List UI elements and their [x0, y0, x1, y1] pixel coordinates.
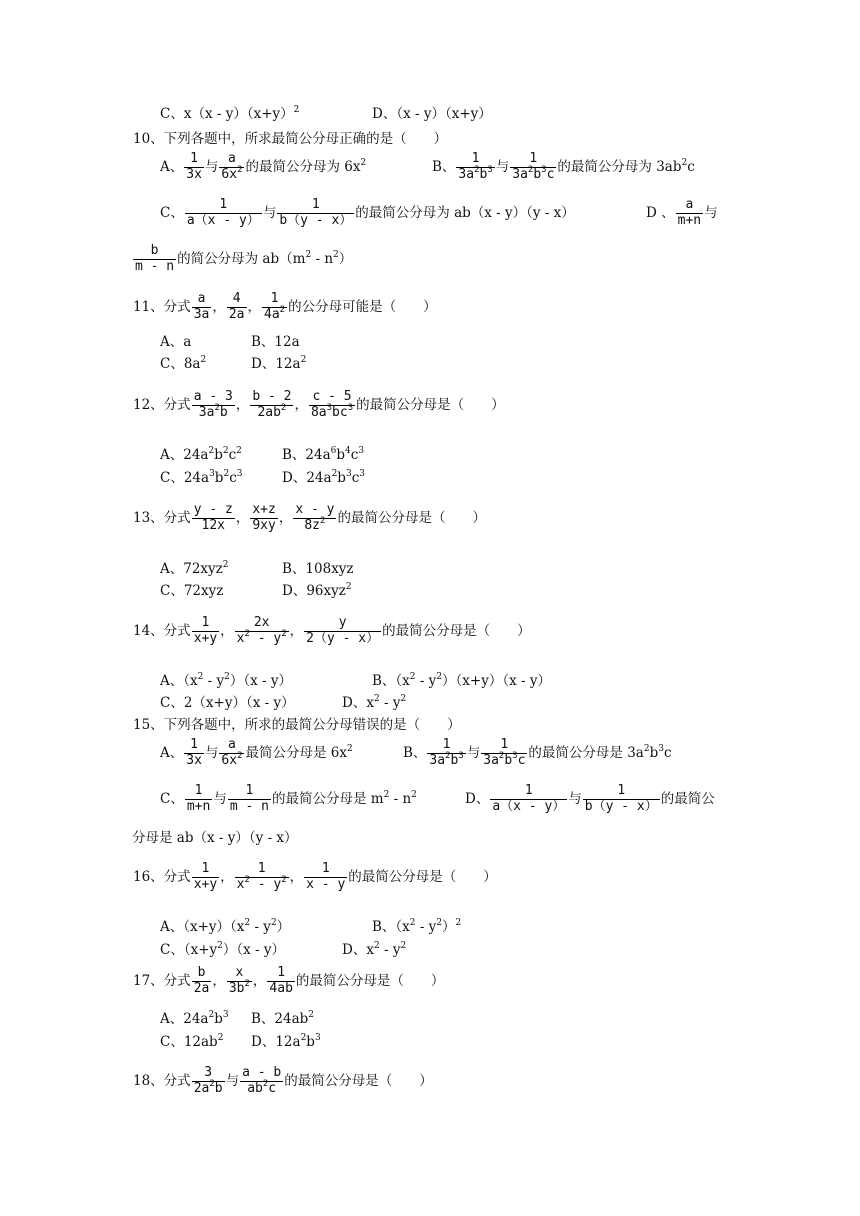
fraction: $\frac{1}{4a^2}$ — [264, 291, 286, 322]
fraction: $\frac{1}{m - n}$ — [229, 783, 269, 814]
fraction: $\frac{1}{3a^2b^3c}$ — [483, 737, 526, 768]
q13-option-c: C、72xyz — [160, 583, 224, 599]
q14-option-d: D、$x^2 - y^2$ — [342, 694, 407, 711]
fraction: $\frac{b}{m - n}$ — [135, 243, 175, 274]
q15-option-c: C、 $\frac{1}{m+n}$ 与 $\frac{1}{m - n}$ 的最简公分母是 $m^2 - n^2$ — [160, 783, 417, 814]
q10-title: 10、下列各题中，所求最简公分母正确的是（ ） — [133, 131, 448, 147]
q9-option-d: D、（x - y）（x+y） — [372, 106, 492, 122]
fraction: $\frac{a}{6x^2}$ — [221, 737, 243, 768]
q16-option-d: D、$x^2 - y^2$ — [342, 941, 407, 958]
q16-option-a: A、$(x+y)(x^2 - y^2)$ — [160, 918, 291, 935]
fraction: $\frac{x - y}{8z^2}$ — [295, 502, 335, 533]
q13-option-a: A、72xyz$^2$ — [160, 560, 229, 577]
q10-option-d: D 、 $\frac{a}{m+n}$ 与 — [646, 197, 718, 228]
fraction: $\frac{b}{2a}$ — [193, 965, 210, 996]
q18-stem: 18、分式 $\frac{3}{2a^2b}$ 与 $\frac{a - b}{ab^2c}$ 的最简公分母是（ ） — [133, 1065, 433, 1096]
q14-stem: 14、分式 $\frac{1}{x+y}$ ， $\frac{2x}{x^2 - y^2}$ ， $\frac{y}{2(y - x)}$ 的最简公分母是（ ） — [133, 615, 531, 646]
q12-option-b: B、$24a^6b^4c^3$ — [282, 446, 365, 463]
fraction: $\frac{1}{x+y}$ — [193, 615, 218, 646]
q17-option-d: D、$12a^2b^3$ — [251, 1033, 321, 1050]
fraction: $\frac{b - 2}{2ab^2}$ — [252, 389, 292, 420]
q15-option-d-cont: 分母是 ab（x - y）（y - x） — [132, 830, 298, 846]
q13-option-b: B、108xyz — [282, 561, 354, 577]
q11-stem: 11、分式 $\frac{a}{3a}$ ， $\frac{4}{2a}$ ， $\frac{1}{4a^2}$ 的公分母可能是（ ） — [133, 291, 437, 322]
fraction: $\frac{1}{b(y - x)}$ — [279, 197, 353, 228]
q17-option-c: C、$12ab^2$ — [160, 1033, 224, 1050]
fraction: $\frac{y}{2(y - x)}$ — [306, 615, 380, 646]
q10-option-b: B、 $\frac{1}{3a^2b^3}$ 与 $\frac{1}{3a^2b^3c}$ 的最简公分母为 $3ab^2c$ — [432, 151, 695, 182]
q15-title: 15、下列各题中，所求的最简公分母错误的是（ ） — [133, 717, 461, 733]
fraction: $\frac{y - z}{12x}$ — [193, 502, 233, 533]
q14-option-b: B、$(x^2 - y^2)(x+y)(x - y)$ — [372, 672, 551, 689]
fraction: $\frac{1}{x^2 - y^2}$ — [236, 861, 287, 892]
q15-option-d: D、 $\frac{1}{a(x - y)}$ 与 $\frac{1}{b(y - x)}$ 的最简公 — [465, 783, 715, 814]
fraction: $\frac{a - b}{ab^2c}$ — [242, 1065, 282, 1096]
q9-option-c: C、$x(x - y)(x+y)^2$ — [160, 105, 300, 122]
fraction: $\frac{1}{x+y}$ — [193, 861, 218, 892]
q17-option-b: B、$24ab^2$ — [251, 1010, 315, 1027]
fraction: $\frac{1}{b(y - x)}$ — [584, 783, 658, 814]
q17-option-a: A、$24a^2b^3$ — [160, 1010, 229, 1027]
q14-option-a: A、$(x^2 - y^2)(x - y)$ — [160, 672, 293, 689]
q11-option-d: D、$12a^2$ — [251, 355, 307, 372]
q12-option-d: D、$24a^2b^3c^3$ — [282, 469, 365, 486]
fraction: $\frac{3}{2a^2b}$ — [193, 1065, 223, 1096]
q17-stem: 17、分式 $\frac{b}{2a}$ ， $\frac{x}{3b^2}$ ， $\frac{1}{4ab}$ 的最简公分母是（ ） — [133, 965, 445, 996]
q12-option-a: A、$24a^2b^2c^2$ — [160, 446, 242, 463]
q15-option-a: A、 $\frac{1}{3x}$ 与 $\frac{a}{6x^2}$ 最简公分母是 $6x^2$ — [160, 737, 353, 768]
fraction: $\frac{x}{3b^2}$ — [228, 965, 250, 996]
fraction: $\frac{a}{3a}$ — [193, 291, 210, 322]
q12-option-c: C、$24a^3b^2c^3$ — [160, 469, 243, 486]
fraction: $\frac{a}{m+n}$ — [677, 197, 702, 228]
q16-stem: 16、分式 $\frac{1}{x+y}$ ， $\frac{1}{x^2 - y^2}$ ， $\frac{1}{x - y}$ 的最简公分母是（ ） — [133, 861, 497, 892]
fraction: $\frac{2x}{x^2 - y^2}$ — [236, 615, 287, 646]
fraction: $\frac{1}{4ab}$ — [269, 965, 293, 996]
q16-option-b: B、$(x^2 - y^2)^2$ — [372, 918, 462, 935]
q15-option-b: B、 $\frac{1}{3a^2b^3}$ 与 $\frac{1}{3a^2b^3c}$ 的最简公分母是 $3a^2b^3c$ — [403, 737, 672, 768]
fraction: $\frac{1}{m+n}$ — [186, 783, 211, 814]
q10-option-d-cont: $\frac{b}{m - n}$ 的简公分母为 $ab(m^2 - n^2)$ — [135, 243, 353, 274]
q12-stem: 12、分式 $\frac{a - 3}{3a^2b}$ ， $\frac{b - 2}{2ab^2}$ ， $\frac{c - 5}{8a^3bc^3}$ 的最简公分母是（ ） — [133, 389, 505, 420]
q11-option-a: A、a — [160, 334, 192, 350]
q13-option-d: D、96xyz$^2$ — [282, 582, 352, 599]
q13-stem: 13、分式 $\frac{y - z}{12x}$ ， $\frac{x+z}{9xy}$ ， $\frac{x - y}{8z^2}$ 的最简公分母是（ ） — [133, 502, 486, 533]
fraction: $\frac{1}{3x}$ — [186, 151, 202, 182]
q10-option-a: A、 $\frac{1}{3x}$ 与 $\frac{a}{6x^2}$ 的最简公分母为 $6x^2$ — [160, 151, 367, 182]
q16-option-c: C、$(x+y^2)(x - y)$ — [160, 941, 286, 958]
q14-option-c: C、2（x+y）（x - y） — [160, 695, 295, 711]
fraction: $\frac{1}{a(x - y)}$ — [492, 783, 566, 814]
fraction: $\frac{1}{3a^2b^3}$ — [429, 737, 464, 768]
fraction: $\frac{1}{x - y}$ — [306, 861, 346, 892]
fraction: $\frac{4}{2a}$ — [228, 291, 245, 322]
fraction: $\frac{a}{6x^2}$ — [221, 151, 243, 182]
fraction: $\frac{a - 3}{3a^2b}$ — [193, 389, 233, 420]
fraction: $\frac{1}{3a^2b^3c}$ — [512, 151, 555, 182]
fraction: $\frac{1}{3x}$ — [186, 737, 202, 768]
q11-option-c: C、$8a^2$ — [160, 355, 207, 372]
q11-option-b: B、12a — [251, 334, 300, 350]
fraction: $\frac{c - 5}{8a^3bc^3}$ — [310, 389, 354, 420]
q10-option-c: C、 $\frac{1}{a(x - y)}$ 与 $\frac{1}{b(y - x)}$ 的最简公分母为 ab（x - y）（y - x） — [160, 197, 575, 228]
fraction: $\frac{1}{3a^2b^3}$ — [458, 151, 493, 182]
fraction: $\frac{x+z}{9xy}$ — [252, 502, 276, 533]
fraction: $\frac{1}{a(x - y)}$ — [186, 197, 260, 228]
